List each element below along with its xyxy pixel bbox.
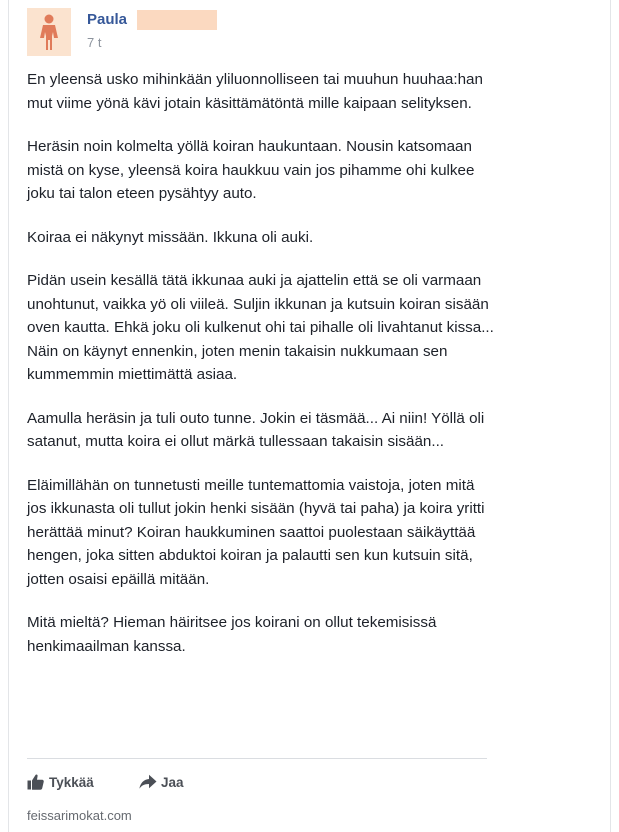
watermark: feissarimokat.com	[27, 808, 132, 823]
redacted-surname	[137, 10, 217, 30]
actions-divider	[27, 758, 487, 759]
thumbs-up-icon	[27, 774, 44, 790]
post-paragraph: Koiraa ei näkynyt missään. Ikkuna oli auki.	[27, 228, 314, 246]
post-paragraph: Mitä mieltä? Hieman häiritsee jos koirani on ollut tekemisissä henkimaailman kanssa.	[27, 614, 437, 655]
avatar[interactable]	[27, 8, 71, 56]
female-silhouette-icon	[40, 14, 58, 50]
post-paragraph: Eläimillähän on tunnetusti meille tuntemattomia vaistoja, joten mitä jos ikkunasta oli tullut jokin henki sisään (hyvä tai paha) ja koira yritti herättää minut? Koiran haukkuminen saattoi puolestaan säikäyttää hengen, joka sitten abduktoi koiran ja palautti sen kun kutsuin sitä, jotten osaisi epäillä mitään.	[27, 476, 485, 588]
post-timestamp[interactable]: 7 t	[87, 35, 102, 50]
share-button[interactable]	[139, 772, 199, 794]
like-button[interactable]	[27, 772, 107, 794]
post-paragraph: Aamulla heräsin ja tuli outo tunne. Jokin ei täsmää... Ai niin! Yöllä oli satanut, mutta koira ei ollut märkä tullessaan takaisin sisään...	[27, 409, 485, 450]
facebook-post-card	[8, 0, 611, 832]
post-text	[27, 68, 497, 678]
share-arrow-icon	[139, 774, 157, 790]
post-paragraph: Heräsin noin kolmelta yöllä koiran haukuntaan. Nousin katsomaan mistä on kyse, yleensä koira haukkuu vain jos pihamme ohi kulkee joku tai talon eteen pysähtyy auto.	[27, 138, 475, 202]
author-name-link[interactable]: Paula	[87, 11, 128, 28]
share-label: Jaa	[161, 775, 184, 790]
like-label: Tykkää	[49, 775, 94, 790]
post-paragraph: Pidän usein kesällä tätä ikkunaa auki ja ajattelin että se oli varmaan unohtunut, vaikka yö oli viileä. Suljin ikkunan ja kutsuin koiran sisään oven kautta. Ehkä joku oli kulkenut ohi tai pihalle oli livahtanut kissa... Näin on käynyt ennenkin, joten menin takaisin nukkumaan sen kummemmin miettimättä asiaa.	[27, 272, 494, 383]
post-paragraph: En yleensä usko mihinkään yliluonnolliseen tai muuhun huuhaa:han mut viime yönä kävi jotain käsittämätöntä mille kaipaan selityksen.	[27, 71, 483, 112]
